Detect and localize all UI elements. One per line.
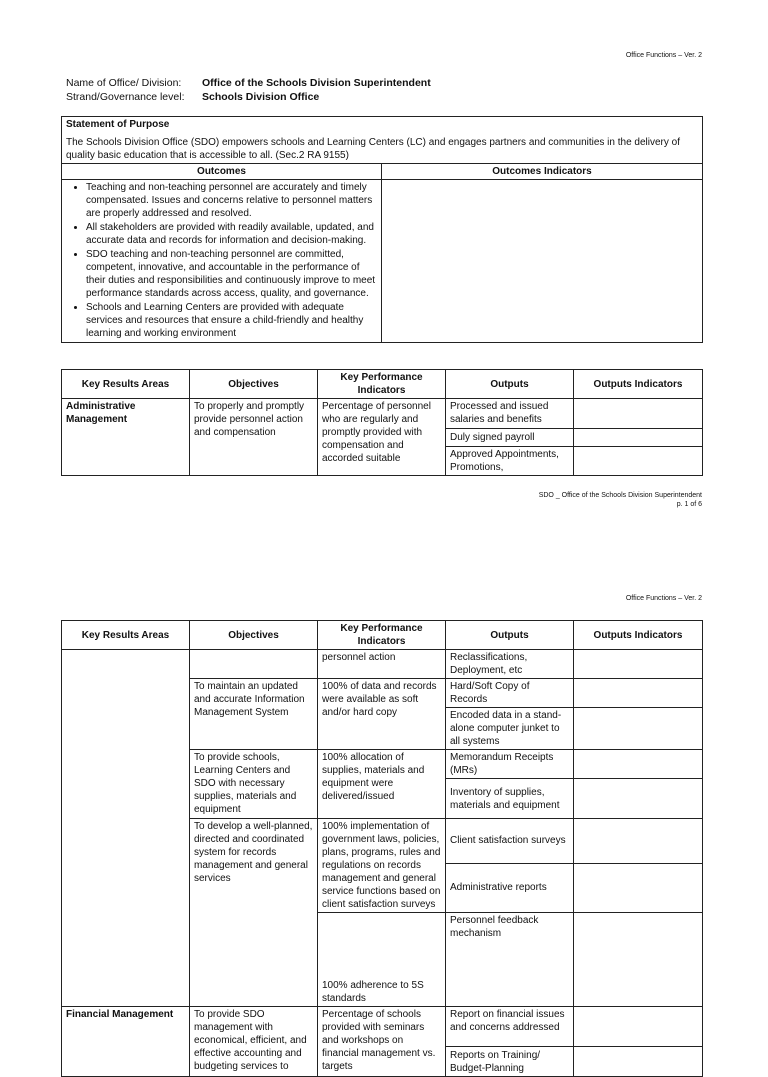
kra-cell: Administrative Management: [62, 399, 190, 476]
page-header-version: Office Functions – Ver. 2: [625, 52, 702, 59]
output-indicator-cell: [574, 429, 703, 447]
outcomes-header: Outcomes: [62, 164, 382, 180]
objective-cell: [190, 650, 318, 679]
outcome-item: • Teaching and non-teaching personnel are accurately and timely compensated. Issues and concerns relative to personnel matters are properly addressed and resolved.: [86, 181, 379, 220]
outcomes-list: [66, 181, 379, 340]
output-indicator-cell: [574, 750, 703, 779]
output-cell: Duly signed payroll: [446, 429, 574, 447]
output-cell: Reports on Training/ Budget-Planning: [446, 1047, 574, 1077]
office-info: [66, 76, 431, 104]
footer-page-number: p. 1 of 6: [676, 501, 702, 508]
outputs-indicators-header: Outputs Indicators: [574, 621, 703, 650]
output-indicator-cell: [574, 650, 703, 679]
kpi-header: Key Performance Indicators: [318, 370, 446, 399]
kra-table-page1: [61, 369, 703, 476]
output-indicator-cell: [574, 1007, 703, 1047]
purpose-title: Statement of Purpose: [66, 119, 170, 130]
footer-office: SDO _ Office of the Schools Division Superintendent: [538, 492, 702, 499]
output-cell: Encoded data in a stand-alone computer junket to all systems: [446, 708, 574, 750]
page-header-version: Office Functions – Ver. 2: [625, 595, 702, 602]
office-value: Office of the Schools Division Superintendent: [202, 77, 431, 89]
kpi-header: Key Performance Indicators: [318, 621, 446, 650]
kra-table-page2: [61, 620, 703, 1077]
outputs-indicators-header: Outputs Indicators: [574, 370, 703, 399]
purpose-cell: [62, 117, 703, 164]
output-cell: Reclassifications, Deployment, etc: [446, 650, 574, 679]
kra-header: Key Results Areas: [62, 370, 190, 399]
kpi-cell: 100% implementation of government laws, policies, plans, programs, rules and regulations on records management and general service functions based on client satisfaction surveys: [318, 819, 446, 913]
output-cell: Inventory of supplies, materials and equipment: [446, 779, 574, 819]
output-indicator-cell: [574, 913, 703, 1007]
kpi-cell: 100% allocation of supplies, materials and equipment were delivered/issued: [318, 750, 446, 819]
objective-cell: To maintain an updated and accurate Information Management System: [190, 679, 318, 750]
outputs-header: Outputs: [446, 621, 574, 650]
kra-cell: [62, 650, 190, 1007]
outcomes-indicators-cell: [382, 180, 703, 343]
objective-cell: To develop a well-planned, directed and coordinated system for records management and general services: [190, 819, 318, 1007]
strand-label: Strand/Governance level:: [66, 91, 185, 103]
output-cell: Hard/Soft Copy of Records: [446, 679, 574, 708]
output-cell: Memorandum Receipts (MRs): [446, 750, 574, 779]
objective-cell: To provide SDO management with economical, efficient, and effective accounting and budgeting services to: [190, 1007, 318, 1077]
output-indicator-cell: [574, 1047, 703, 1077]
outcomes-indicators-header: Outcomes Indicators: [382, 164, 703, 180]
output-indicator-cell: [574, 399, 703, 429]
kpi-cell: 100% of data and records were available as soft and/or hard copy: [318, 679, 446, 750]
output-cell: Personnel feedback mechanism: [446, 913, 574, 1007]
kpi-cell: personnel action: [318, 650, 446, 679]
kra-header: Key Results Areas: [62, 621, 190, 650]
objectives-header: Objectives: [190, 621, 318, 650]
outcome-item: • SDO teaching and non-teaching personnel are committed, competent, innovative, and accountable in the performance of their duties and responsibilities and continuously improve to meet performance standards across access, quality, and governance.: [86, 248, 379, 300]
office-label: Name of Office/ Division:: [66, 77, 182, 89]
output-indicator-cell: [574, 779, 703, 819]
objectives-header: Objectives: [190, 370, 318, 399]
outcome-item: • All stakeholders are provided with readily available, updated, and accurate data and records for information and decision-making.: [86, 221, 379, 247]
kpi-cell: 100% adherence to 5S standards: [318, 913, 446, 1007]
outcomes-cell: [62, 180, 382, 343]
output-indicator-cell: [574, 863, 703, 912]
page-footer: [539, 491, 702, 509]
output-indicator-cell: [574, 679, 703, 708]
output-indicator-cell: [574, 447, 703, 476]
output-cell: Report on financial issues and concerns addressed: [446, 1007, 574, 1047]
kpi-cell: Percentage of schools provided with seminars and workshops on financial management vs. targets: [318, 1007, 446, 1077]
kpi-cell: Percentage of personnel who are regularly and promptly provided with compensation and accorded suitable: [318, 399, 446, 476]
kra-cell: Financial Management: [62, 1007, 190, 1077]
output-cell: Processed and issued salaries and benefits: [446, 399, 574, 429]
output-indicator-cell: [574, 819, 703, 864]
output-cell: Administrative reports: [446, 863, 574, 912]
outputs-header: Outputs: [446, 370, 574, 399]
output-cell: Client satisfaction surveys: [446, 819, 574, 864]
outcome-item: • Schools and Learning Centers are provided with adequate services and resources that ensure a child-friendly and healthy learning and working environment: [86, 301, 379, 340]
statement-of-purpose-table: [61, 116, 703, 343]
strand-value: Schools Division Office: [202, 91, 320, 103]
purpose-text: The Schools Division Office (SDO) empowers schools and Learning Centers (LC) and engages partners and communities in the delivery of quality basic education that is accessible to all. (Sec.2 RA 9155): [66, 137, 681, 161]
objective-cell: To provide schools, Learning Centers and SDO with necessary supplies, materials and equipment: [190, 750, 318, 819]
objective-cell: To properly and promptly provide personnel action and compensation: [190, 399, 318, 476]
output-cell: Approved Appointments, Promotions,: [446, 447, 574, 476]
output-indicator-cell: [574, 708, 703, 750]
